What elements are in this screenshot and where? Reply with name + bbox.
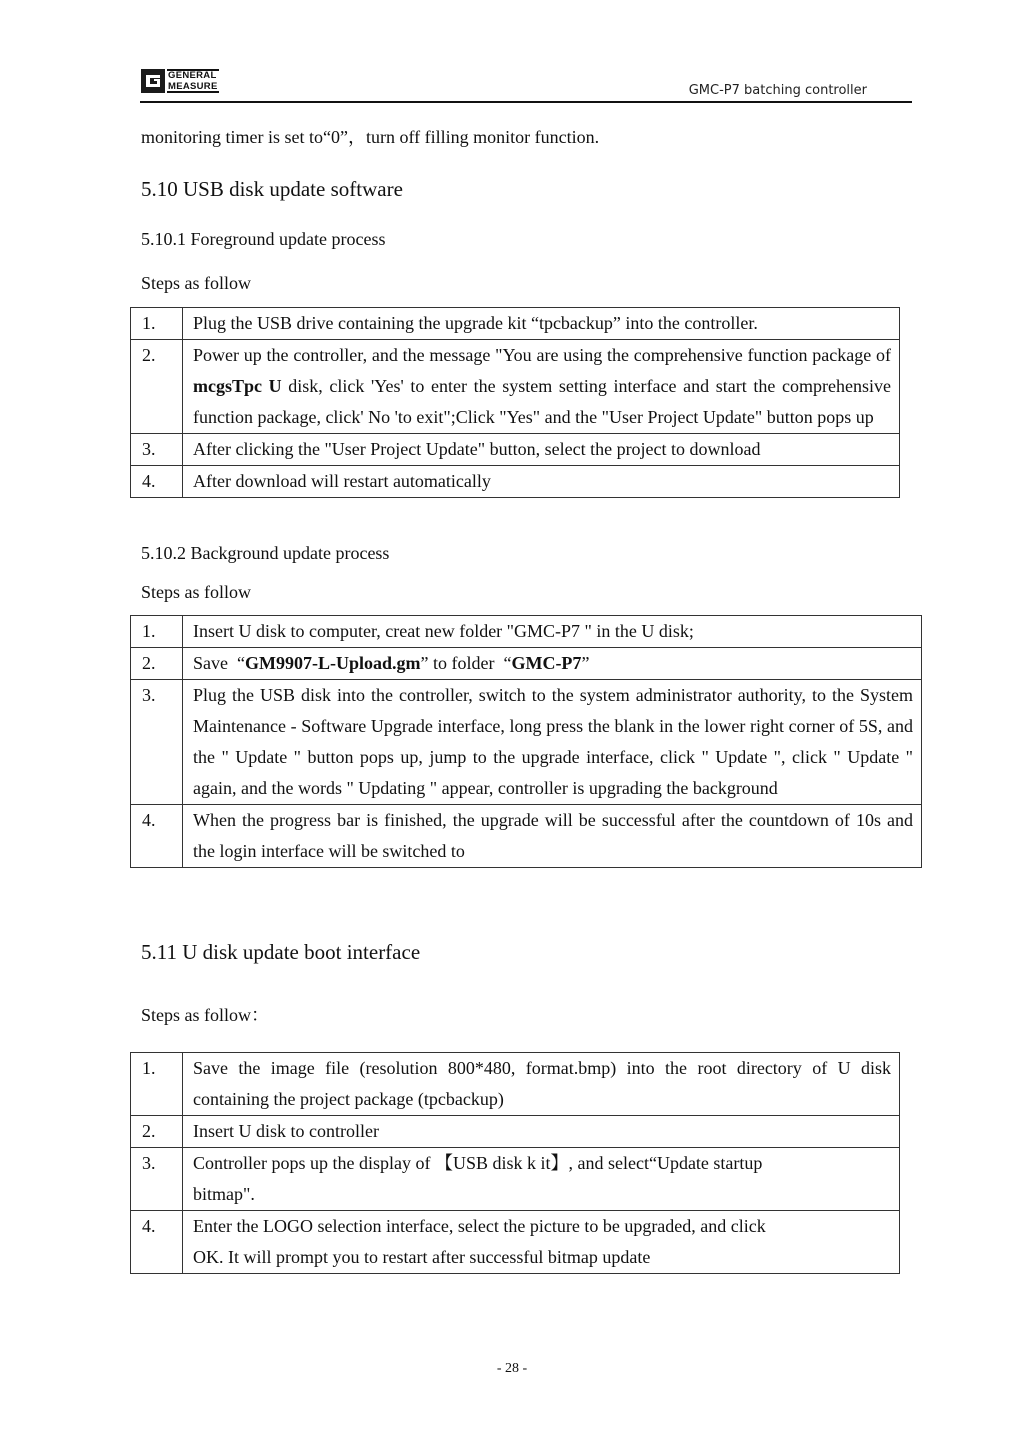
step-number: 1. bbox=[131, 1053, 183, 1116]
section-5-10-heading: 5.10 USB disk update software bbox=[141, 177, 403, 201]
table-row bbox=[131, 434, 900, 466]
step-text: Plug the USB disk into the controller, switch to the system administrator authority, to the System Maintenance - Software Upgrade interface, long press the blank in the lower right corner of 5S, and the " Update " button pops up, jump to the upgrade interface, click " Update ", click " Update " again, and the words " Updating " appear, controller is upgrading the background bbox=[183, 680, 922, 805]
table-row bbox=[131, 340, 900, 434]
background-steps-table bbox=[130, 615, 922, 868]
table-row bbox=[131, 1116, 900, 1148]
steps-intro-2: Steps as follow bbox=[141, 582, 251, 602]
foreground-steps-table bbox=[130, 307, 900, 498]
section-5-11-heading: 5.11 U disk update boot interface bbox=[141, 940, 421, 964]
steps-intro-1: Steps as follow bbox=[141, 273, 251, 293]
table-row bbox=[131, 1211, 900, 1274]
company-logo bbox=[141, 69, 236, 93]
step-number: 3. bbox=[131, 680, 183, 805]
step-number: 4. bbox=[131, 1211, 183, 1274]
table-row bbox=[131, 616, 922, 648]
boot-interface-steps-table bbox=[130, 1052, 900, 1274]
subsection-5-10-1-heading: 5.10.1 Foreground update process bbox=[141, 229, 386, 249]
continuation-text: monitoring timer is set to“0”，turn off filling monitor function. bbox=[141, 127, 600, 147]
header-divider bbox=[140, 101, 912, 103]
step-text: Power up the controller, and the message "You are using the comprehensive function package of mcgsTpc U disk, click 'Yes' to enter the system setting interface and start the comprehensive function package, click' No 'to exit";Click "Yes" and the "User Project Update" button pops up bbox=[183, 340, 900, 434]
table-row bbox=[131, 308, 900, 340]
step-text: Enter the LOGO selection interface, select the picture to be upgraded, and click OK. It will prompt you to restart after successful bitmap update bbox=[183, 1211, 900, 1274]
table-row bbox=[131, 1053, 900, 1116]
table-row bbox=[131, 680, 922, 805]
step-text: Save “GM9907-L-Upload.gm” to folder “GMC-P7” bbox=[183, 648, 922, 680]
step-text: After clicking the "User Project Update" button, select the project to download bbox=[183, 434, 900, 466]
logo-text-measure: MEASURE bbox=[168, 81, 218, 92]
steps-intro-3: Steps as follow： bbox=[141, 1005, 269, 1025]
logo-emblem-icon bbox=[141, 69, 165, 93]
folder-name: GMC-P7 bbox=[511, 653, 582, 673]
step-text: Save the image file (resolution 800*480, format.bmp) into the root directory of U disk containing the project package (tpcbackup) bbox=[183, 1053, 900, 1116]
file-name: GM9907-L-Upload.gm bbox=[244, 653, 421, 673]
table-row bbox=[131, 648, 922, 680]
step-number: 2. bbox=[131, 648, 183, 680]
document-title: GMC-P7 batching controller bbox=[688, 83, 867, 98]
table-row bbox=[131, 466, 900, 498]
table-row bbox=[131, 1148, 900, 1211]
step-text: After download will restart automatically bbox=[183, 466, 900, 498]
step-number: 1. bbox=[131, 308, 183, 340]
step-number: 4. bbox=[131, 805, 183, 868]
subsection-5-10-2-heading: 5.10.2 Background update process bbox=[141, 543, 390, 563]
package-name: mcgsTpc U bbox=[193, 376, 282, 396]
step-number: 2. bbox=[131, 1116, 183, 1148]
step-text: Insert U disk to computer, creat new folder "GMC-P7 " in the U disk; bbox=[183, 616, 922, 648]
step-text: When the progress bar is finished, the upgrade will be successful after the countdown of 10s and the login interface will be switched to bbox=[183, 805, 922, 868]
page-number: - 28 - bbox=[496, 1361, 528, 1376]
step-number: 1. bbox=[131, 616, 183, 648]
step-text: Controller pops up the display of 【USB disk k it】, and select“Update startup bitmap". bbox=[183, 1148, 900, 1211]
step-text: Plug the USB drive containing the upgrade kit “tpcbackup” into the controller. bbox=[183, 308, 900, 340]
step-text: Insert U disk to controller bbox=[183, 1116, 900, 1148]
step-number: 3. bbox=[131, 434, 183, 466]
logo-text-general: GENERAL bbox=[168, 70, 217, 81]
step-number: 3. bbox=[131, 1148, 183, 1211]
table-row bbox=[131, 805, 922, 868]
step-number: 2. bbox=[131, 340, 183, 434]
step-number: 4. bbox=[131, 466, 183, 498]
